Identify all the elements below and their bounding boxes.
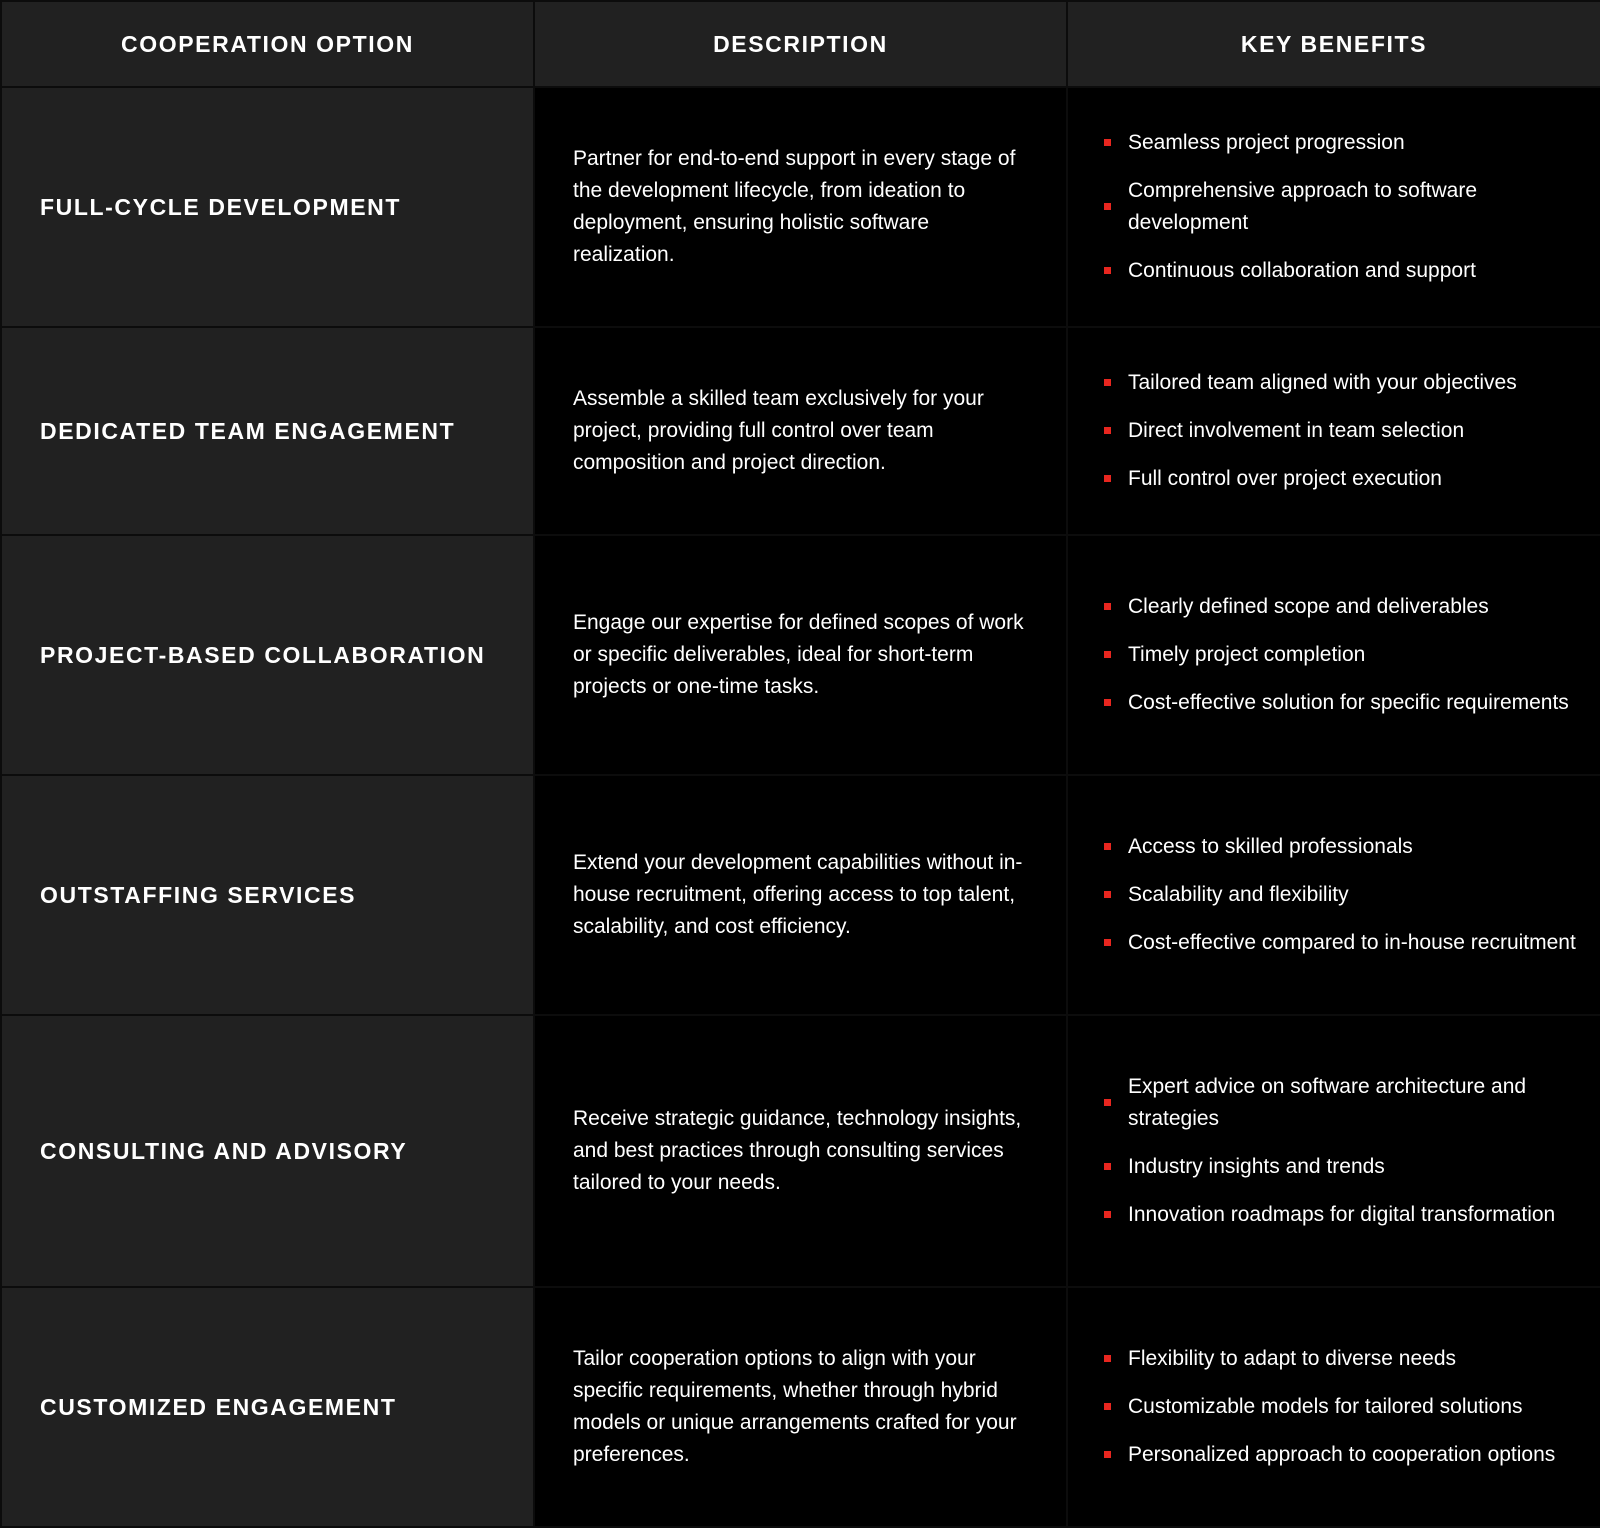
benefit-item bbox=[1104, 1199, 1582, 1231]
option-name: DEDICATED TEAM ENGAGEMENT bbox=[1, 327, 534, 535]
option-name: OUTSTAFFING SERVICES bbox=[1, 775, 534, 1015]
benefits-cell bbox=[1067, 1287, 1600, 1527]
square-bullet-icon bbox=[1104, 699, 1111, 706]
benefit-item bbox=[1104, 687, 1582, 719]
benefit-text: Scalability and flexibility bbox=[1128, 883, 1349, 906]
benefit-text: Tailored team aligned with your objectives bbox=[1128, 371, 1517, 394]
benefits-list bbox=[1104, 1343, 1582, 1471]
square-bullet-icon bbox=[1104, 475, 1111, 482]
benefit-item bbox=[1104, 639, 1582, 671]
square-bullet-icon bbox=[1104, 427, 1111, 434]
square-bullet-icon bbox=[1104, 267, 1111, 274]
option-name: PROJECT-BASED COLLABORATION bbox=[1, 535, 534, 775]
square-bullet-icon bbox=[1104, 1403, 1111, 1410]
benefit-text: Innovation roadmaps for digital transformation bbox=[1128, 1203, 1556, 1226]
benefit-text: Access to skilled professionals bbox=[1128, 835, 1413, 858]
benefit-item bbox=[1104, 127, 1582, 159]
benefit-item bbox=[1104, 831, 1582, 863]
benefit-text: Timely project completion bbox=[1128, 643, 1366, 666]
header-description: DESCRIPTION bbox=[534, 1, 1067, 87]
benefit-item bbox=[1104, 255, 1582, 287]
benefit-text: Full control over project execution bbox=[1128, 467, 1442, 490]
table-row bbox=[1, 775, 1600, 1015]
square-bullet-icon bbox=[1104, 1163, 1111, 1170]
square-bullet-icon bbox=[1104, 203, 1111, 210]
square-bullet-icon bbox=[1104, 939, 1111, 946]
benefit-item bbox=[1104, 175, 1582, 239]
benefits-list bbox=[1104, 831, 1582, 959]
benefits-cell bbox=[1067, 87, 1600, 327]
benefit-text: Flexibility to adapt to diverse needs bbox=[1128, 1347, 1457, 1370]
table-row bbox=[1, 327, 1600, 535]
benefit-text: Personalized approach to cooperation options bbox=[1128, 1443, 1556, 1466]
benefit-text: Cost-effective compared to in-house recruitment bbox=[1128, 931, 1576, 954]
benefit-item bbox=[1104, 367, 1582, 399]
square-bullet-icon bbox=[1104, 379, 1111, 386]
benefits-list bbox=[1104, 591, 1582, 719]
square-bullet-icon bbox=[1104, 139, 1111, 146]
benefit-text: Customizable models for tailored solutions bbox=[1128, 1395, 1523, 1418]
header-key-benefits: KEY BENEFITS bbox=[1067, 1, 1600, 87]
header-cooperation-option: COOPERATION OPTION bbox=[1, 1, 534, 87]
square-bullet-icon bbox=[1104, 843, 1111, 850]
benefit-item bbox=[1104, 415, 1582, 447]
option-description: Receive strategic guidance, technology insights, and best practices through consulting services tailored to your needs. bbox=[534, 1015, 1067, 1287]
option-description: Assemble a skilled team exclusively for your project, providing full control over team composition and project direction. bbox=[534, 327, 1067, 535]
benefit-text: Comprehensive approach to software development bbox=[1128, 179, 1478, 234]
square-bullet-icon bbox=[1104, 1451, 1111, 1458]
benefit-item bbox=[1104, 927, 1582, 959]
benefit-text: Continuous collaboration and support bbox=[1128, 259, 1476, 282]
benefit-item bbox=[1104, 1391, 1582, 1423]
benefits-list bbox=[1104, 1071, 1582, 1231]
table-row bbox=[1, 1015, 1600, 1287]
benefit-item bbox=[1104, 591, 1582, 623]
option-description: Engage our expertise for defined scopes of work or specific deliverables, ideal for short-term projects or one-time tasks. bbox=[534, 535, 1067, 775]
benefit-text: Expert advice on software architecture and strategies bbox=[1128, 1075, 1527, 1130]
benefit-text: Industry insights and trends bbox=[1128, 1155, 1385, 1178]
option-name: CUSTOMIZED ENGAGEMENT bbox=[1, 1287, 534, 1527]
benefit-text: Cost-effective solution for specific requirements bbox=[1128, 691, 1569, 714]
benefits-cell bbox=[1067, 535, 1600, 775]
option-description: Partner for end-to-end support in every stage of the development lifecycle, from ideation to deployment, ensuring holistic software realization. bbox=[534, 87, 1067, 327]
option-description: Extend your development capabilities without in-house recruitment, offering access to top talent, scalability, and cost efficiency. bbox=[534, 775, 1067, 1015]
square-bullet-icon bbox=[1104, 603, 1111, 610]
benefits-cell bbox=[1067, 1015, 1600, 1287]
benefit-item bbox=[1104, 1343, 1582, 1375]
square-bullet-icon bbox=[1104, 1355, 1111, 1362]
square-bullet-icon bbox=[1104, 651, 1111, 658]
benefit-text: Seamless project progression bbox=[1128, 131, 1405, 154]
table-row bbox=[1, 87, 1600, 327]
square-bullet-icon bbox=[1104, 1211, 1111, 1218]
benefit-text: Clearly defined scope and deliverables bbox=[1128, 595, 1489, 618]
benefit-text: Direct involvement in team selection bbox=[1128, 419, 1465, 442]
benefit-item bbox=[1104, 463, 1582, 495]
benefit-item bbox=[1104, 1071, 1582, 1135]
benefits-cell bbox=[1067, 327, 1600, 535]
benefits-cell bbox=[1067, 775, 1600, 1015]
benefit-item bbox=[1104, 1439, 1582, 1471]
benefit-item bbox=[1104, 1151, 1582, 1183]
option-name: FULL-CYCLE DEVELOPMENT bbox=[1, 87, 534, 327]
option-description: Tailor cooperation options to align with your specific requirements, whether through hybrid models or unique arrangements crafted for your preferences. bbox=[534, 1287, 1067, 1527]
benefit-item bbox=[1104, 879, 1582, 911]
option-name: CONSULTING AND ADVISORY bbox=[1, 1015, 534, 1287]
table-row bbox=[1, 1287, 1600, 1527]
table-header-row bbox=[1, 1, 1600, 87]
benefits-list bbox=[1104, 367, 1582, 495]
square-bullet-icon bbox=[1104, 1099, 1111, 1106]
table-row bbox=[1, 535, 1600, 775]
benefits-list bbox=[1104, 127, 1582, 287]
square-bullet-icon bbox=[1104, 891, 1111, 898]
